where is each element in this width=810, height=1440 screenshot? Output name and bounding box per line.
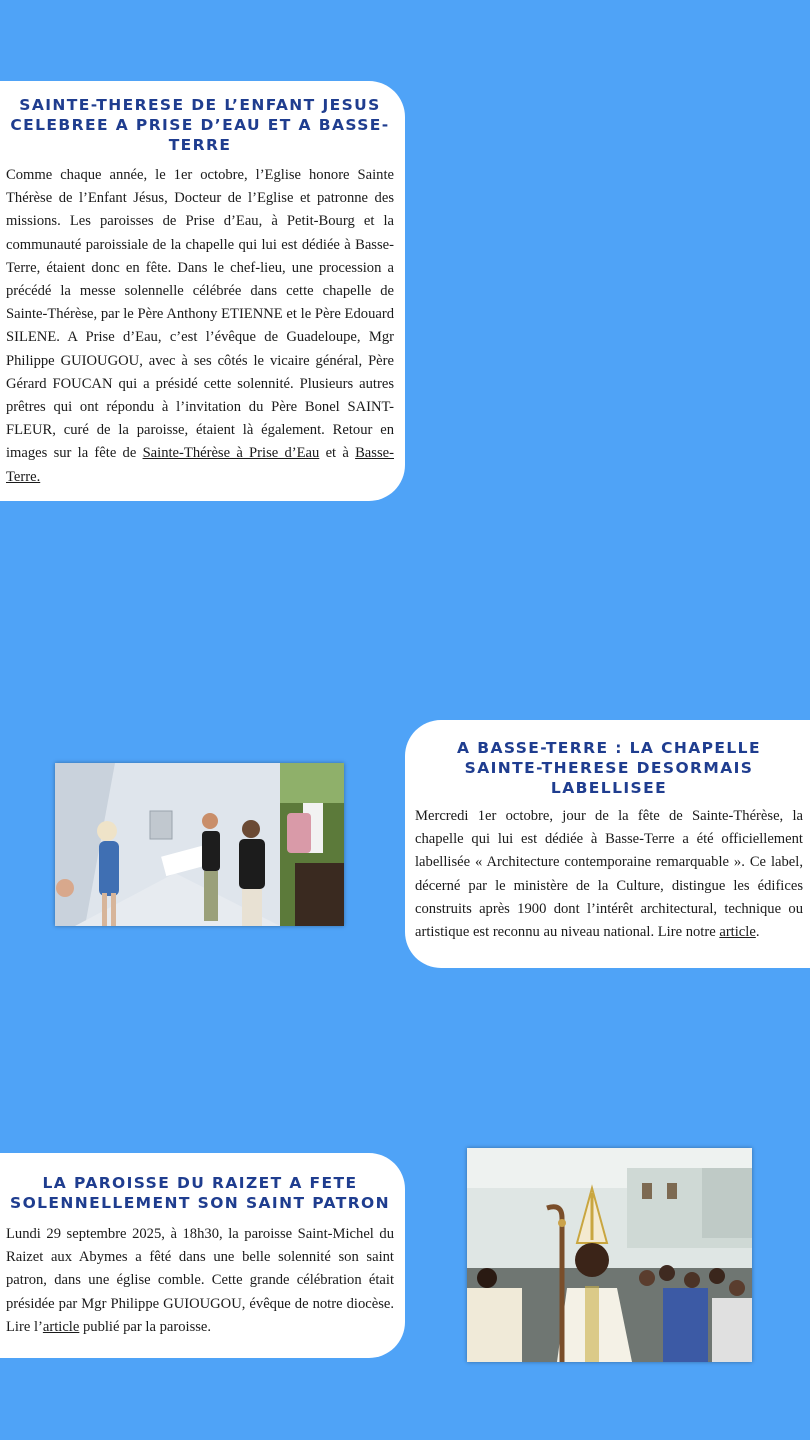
- article-title: A BASSE-TERRE : LA CHAPELLE SAINTE-THERESE DESORMAIS LABELLISEE: [457, 739, 761, 797]
- article-card-sainte-therese: [0, 81, 405, 501]
- article-text-connector: et à: [319, 445, 356, 462]
- link-article[interactable]: article: [42, 1318, 80, 1335]
- article-text: Comme chaque année, le 1er octobre, l’Eglise honore Sainte Thérèse de l’Enfant Jésus, Docteur de l’Eglise et patronne des missions. Les paroisses de Prise d’Eau, à Petit-Bourg et la communauté paroissiale de la chapelle qui lui est dédiée à Basse-Terre, étaient donc en fête. Dans le chef-lieu, une procession a précédé la messe solennelle célébrée dans cette chapelle de Sainte-Thérèse, par le Père Anthony ETIENNE et le Père Edouard SILENE. A Prise d’Eau, c’est l’évêque de Guadeloupe, Mgr Philippe GUIOUGOU, avec à ses côtés le vicaire général, Père Gérard FOUCAN qui a présidé cette solennité. Plusieurs autres prêtres qui ont répondu à l’invitation du Père Bonel SAINT-FLEUR, curé de la paroisse, étaient là également. Retour en images sur la fête de: [6, 167, 394, 462]
- article-body: [6, 164, 394, 489]
- link-basse-terre[interactable]: Basse-Terre.: [6, 445, 394, 485]
- article-title: SAINTE-THERESE DE L’ENFANT JESUS CELEBREE A PRISE D’EAU ET A BASSE-TERRE: [10, 96, 390, 154]
- article-text: Lundi 29 septembre 2025, à 18h30, la paroisse Saint-Michel du Raizet aux Abymes a fêté dans une belle solennité son saint patron, dans une église comble. Cette grande célébration était présidée par Mgr Philippe GUIOUGOU, évêque de notre diocèse. Lire l’: [6, 1226, 394, 1335]
- link-prise-d-eau[interactable]: Sainte-Thérèse à Prise d’Eau: [142, 445, 320, 462]
- link-article[interactable]: article: [719, 924, 756, 941]
- article-text: Mercredi 1er octobre, jour de la fête de Sainte-Thérèse, la chapelle qui lui est dédiée à Basse-Terre a été officiellement labellisée « Architecture contemporaine remarquable ». Ce label, décerné par le ministère de la Culture, distingue les édifices construits après 1900 dont l’intérêt architectural, technique ou artistique est reconnu au niveau national. Lire notre: [415, 808, 803, 941]
- article-text-end: .: [755, 924, 760, 941]
- chapel-label-photo: [55, 763, 344, 926]
- article-card-raizet: [0, 1153, 405, 1358]
- article-title: LA PAROISSE DU RAIZET A FETE SOLENNELLEMENT SON SAINT PATRON: [10, 1174, 390, 1212]
- article-text-end: publié par la paroisse.: [79, 1318, 212, 1335]
- article-body: [415, 805, 803, 944]
- bishop-celebration-photo: [467, 1148, 752, 1362]
- article-card-chapel-label: [405, 720, 810, 968]
- article-body: [6, 1223, 394, 1339]
